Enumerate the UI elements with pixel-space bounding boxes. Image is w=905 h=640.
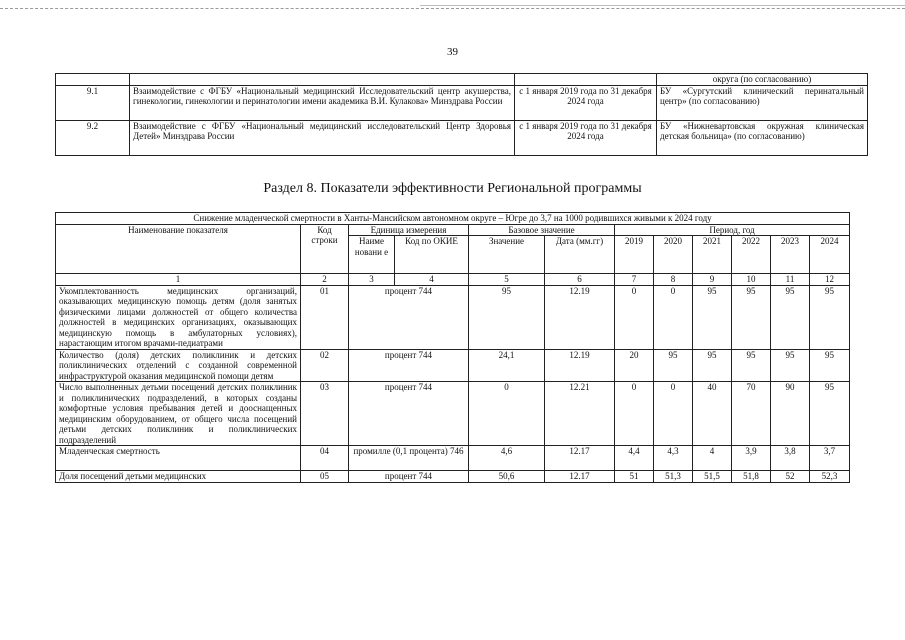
base-value: 95 [469,285,545,349]
base-date: 12.21 [545,382,615,446]
year-value: 0 [654,382,693,446]
table-row [56,120,868,155]
activity-text [130,74,515,86]
base-date: 12.19 [545,349,615,382]
year-value: 70 [732,382,771,446]
year-value: 4,3 [654,446,693,471]
year-value: 3,7 [810,446,850,471]
header-base-date: Дата (мм.гг) [545,236,615,274]
indicator-name: Укомплектованность медицинских организаций, оказывающих медицинскую помощь детям (доля занятых физическими лицами должностей от общего количества должностей в медицинских организациях, оказывающих медицинскую помощь в амбулаторных условиях), нарастающим итогом врачами-педиатрами [56,285,301,349]
header-unit-group: Единица измерения [349,224,469,236]
scan-artifact-dashes [0,8,905,11]
year-value: 51,3 [654,471,693,483]
scan-artifact-line [420,5,905,6]
table-row [56,471,850,483]
header-year: 2024 [810,236,850,274]
base-value: 24,1 [469,349,545,382]
indicators-table [55,212,850,483]
activity-period: с 1 января 2019 года по 31 декабря 2024 года [515,120,657,155]
year-value: 95 [810,382,850,446]
indicator-code: 03 [301,382,349,446]
column-number: 1 [56,274,301,286]
column-number: 11 [771,274,810,286]
page-number: 39 [447,46,458,58]
header-year: 2020 [654,236,693,274]
indicator-name: Доля посещений детьми медицинских [56,471,301,483]
section-title: Раздел 8. Показатели эффективности Региональной программы [263,181,642,196]
header-period-group: Период, год [615,224,850,236]
table-row [56,349,850,382]
column-number: 8 [654,274,693,286]
year-value: 51,8 [732,471,771,483]
header-code: Код строки [301,224,349,274]
year-value: 95 [693,285,732,349]
indicator-unit: процент 744 [349,349,469,382]
base-value: 50,6 [469,471,545,483]
activity-executor: БУ «Нижневартовская окружная клиническая детская больница» (по согласованию) [657,120,868,155]
activity-number: 9.2 [56,120,130,155]
year-value: 51,5 [693,471,732,483]
activity-number [56,74,130,86]
column-number: 7 [615,274,654,286]
table-row [56,446,850,471]
year-value: 52,3 [810,471,850,483]
activity-text: Взаимодействие с ФГБУ «Национальный медицинский Исследовательский центр акушерства, гинекологии, гинекологии и перинатологии имени академика В.И. Кулакова» Минздрава России [130,85,515,120]
year-value: 95 [771,349,810,382]
header-year: 2019 [615,236,654,274]
base-value: 4,6 [469,446,545,471]
indicator-name: Младенческая смертность [56,446,301,471]
year-value: 0 [615,285,654,349]
table-row [56,285,850,349]
year-value: 95 [693,349,732,382]
year-value: 95 [654,349,693,382]
year-value: 0 [654,285,693,349]
year-value: 4,4 [615,446,654,471]
indicator-code: 05 [301,471,349,483]
table-row [56,74,868,86]
activity-executor: округа (по согласованию) [657,74,868,86]
indicator-unit: процент 744 [349,471,469,483]
header-unit-name: Наиме новани е [349,236,395,274]
base-date: 12.19 [545,285,615,349]
header-base-value: Значение [469,236,545,274]
column-number: 9 [693,274,732,286]
indicator-unit: процент 744 [349,382,469,446]
activity-period: с 1 января 2019 года по 31 декабря 2024 года [515,85,657,120]
indicator-code: 04 [301,446,349,471]
header-unit-okei: Код по ОКИЕ [395,236,469,274]
indicator-unit: промилле (0,1 процента) 746 [349,446,469,471]
header-year: 2021 [693,236,732,274]
table-caption: Снижение младенческой смертности в Ханты-Мансийском автономном округе – Югре до 3,7 на 1000 родившихся живыми к 2024 году [56,213,850,225]
year-value: 3,8 [771,446,810,471]
base-date: 12.17 [545,446,615,471]
column-number: 5 [469,274,545,286]
indicator-code: 01 [301,285,349,349]
column-number: 4 [395,274,469,286]
year-value: 20 [615,349,654,382]
year-value: 95 [810,285,850,349]
column-number: 12 [810,274,850,286]
year-value: 95 [810,349,850,382]
year-value: 52 [771,471,810,483]
header-name: Наименование показателя [56,224,301,274]
year-value: 90 [771,382,810,446]
activity-text: Взаимодействие с ФГБУ «Национальный медицинский исследовательский Центр Здоровья Детей» Минздрава России [130,120,515,155]
year-value: 51 [615,471,654,483]
header-year: 2022 [732,236,771,274]
header-year: 2023 [771,236,810,274]
year-value: 4 [693,446,732,471]
indicator-name: Количество (доля) детских поликлиник и детских поликлинических отделений с созданной современной инфраструктурой оказания медицинской помощи детям [56,349,301,382]
indicator-name: Число выполненных детьми посещений детских поликлиник и поликлинических подразделений, в которых созданы комфортные условия пребывания детей и дооснащенных медицинским оборудованием, от общего числа посещений детьми детских поликлиник и поликлинических подразделений [56,382,301,446]
table-row [56,85,868,120]
year-value: 0 [615,382,654,446]
year-value: 95 [771,285,810,349]
activity-executor: БУ «Сургутский клинический перинатальный центр» (по согласованию) [657,85,868,120]
indicator-code: 02 [301,349,349,382]
base-value: 0 [469,382,545,446]
year-value: 95 [732,285,771,349]
column-number: 6 [545,274,615,286]
activities-table [55,73,868,156]
column-number: 2 [301,274,349,286]
header-base-group: Базовое значение [469,224,615,236]
year-value: 95 [732,349,771,382]
indicator-unit: процент 744 [349,285,469,349]
table-row [56,382,850,446]
column-number: 3 [349,274,395,286]
activity-number: 9.1 [56,85,130,120]
year-value: 3,9 [732,446,771,471]
activity-period [515,74,657,86]
base-date: 12.17 [545,471,615,483]
year-value: 40 [693,382,732,446]
column-number: 10 [732,274,771,286]
